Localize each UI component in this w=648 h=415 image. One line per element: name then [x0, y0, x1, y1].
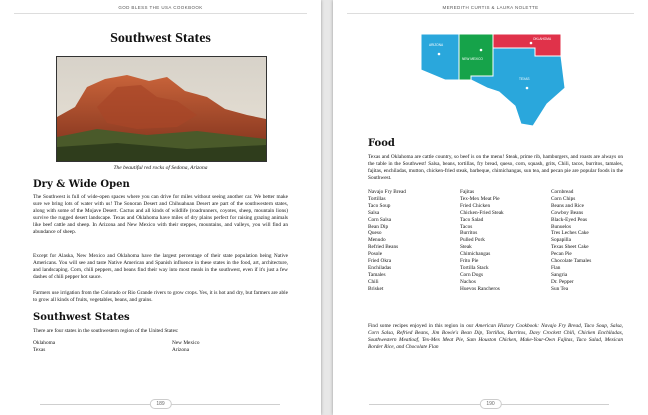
- capital-dot: [438, 53, 441, 56]
- food-column-1: [368, 189, 406, 293]
- food-column-3: [551, 189, 591, 293]
- page-number: 190: [479, 399, 501, 409]
- paragraph-dry-2: Except for Alaska, New Mexico and Oklahoma have the largest percentage of their state population being Native Americans. You will see and taste Native American and Spanish influence in these states in the food, art, architecture, and landscaping. Corn, chili peppers, and beans find their way into most meals in the southwest, even if it's just a few dashes of chili pepper hot sauce.: [33, 253, 288, 280]
- food-item: Sopapilla: [551, 237, 572, 244]
- food-item: Cornbread: [551, 189, 574, 195]
- food-item: Texas Sheet Cake: [551, 244, 589, 251]
- right-footer: [333, 399, 648, 409]
- food-item: Tamales: [368, 271, 386, 278]
- food-item: Queso: [368, 230, 382, 237]
- food-item: Menudo: [368, 237, 386, 244]
- recipes-list: American History Cookbook: Navajo Fry Bread, Taco Soup, Salsa, Corn Salsa, Refried Beans, Jim Bowie's Bean Dip, Tortillas, Burritos, Davy Crockett Chili, Chicken Enchiladas, Southwestern Meatloaf, Tex-Mex Meat Pie, Sam Houston Chicken, Make-Your-Own Fajitas, Taco Salad, Mexican Border Rice, and Chocolate Flan: [368, 323, 623, 350]
- food-item: Tortillas: [368, 195, 386, 202]
- food-item: Fried Chicken: [460, 202, 491, 209]
- food-item: Refried Beans: [368, 244, 399, 251]
- header-divider: [347, 13, 634, 14]
- food-item: Frito Pie: [460, 258, 479, 265]
- food-item: Huevos Rancheros: [460, 285, 500, 292]
- food-item: Bunuelos: [551, 223, 572, 230]
- food-item: Fajitas: [460, 189, 475, 195]
- food-item: Burritos: [460, 230, 478, 237]
- states-list-col2: [172, 340, 200, 354]
- food-item: Taco Salad: [460, 216, 484, 223]
- page-number: 189: [149, 399, 171, 409]
- state-item: Oklahoma: [33, 340, 56, 346]
- food-item: Corn Salsa: [368, 216, 392, 223]
- food-item: Chili: [368, 278, 379, 285]
- food-item: Salsa: [368, 209, 380, 216]
- map-label-arizona: ARIZONA: [429, 43, 444, 47]
- food-item: Navajo Fry Bread: [368, 189, 406, 195]
- food-item: Pecan Pie: [551, 251, 572, 258]
- state-item: New Mexico: [172, 340, 200, 346]
- capital-dot: [530, 42, 533, 45]
- food-item: Bean Dip: [368, 223, 389, 230]
- header-divider: [14, 13, 307, 14]
- map-label-texas: TEXAS: [519, 77, 530, 81]
- left-footer: [0, 399, 321, 409]
- recipes-note: [368, 323, 623, 351]
- state-item: Arizona: [172, 346, 190, 353]
- food-item: Tres Leches Cake: [551, 230, 589, 237]
- map-label-oklahoma: OKLAHOMA: [533, 37, 552, 41]
- food-item: Dr. Pepper: [551, 278, 574, 285]
- left-running-header: GOD BLESS THE USA COOKBOOK: [118, 5, 203, 10]
- food-item: Tacos: [460, 223, 473, 230]
- food-item: Sangria: [551, 271, 568, 278]
- states-list-col1: [33, 340, 55, 354]
- food-item: Black-Eyed Peas: [551, 216, 588, 223]
- food-item: Chocolate Tamales: [551, 258, 592, 265]
- food-item: Sun Tea: [551, 285, 569, 292]
- section-heading-dry: Dry & Wide Open: [33, 179, 130, 190]
- food-item: Nachos: [460, 278, 476, 285]
- food-item: Brisket: [368, 285, 384, 292]
- food-item: Posole: [368, 251, 383, 258]
- arizona-shape: [421, 34, 459, 80]
- southwest-states-map: [415, 26, 567, 128]
- food-heading: Food: [368, 138, 395, 149]
- food-item: Flan: [551, 264, 561, 271]
- food-item: Chicken-Fried Steak: [460, 209, 504, 216]
- food-item: Corn Dogs: [460, 271, 484, 278]
- food-item: Fried Okra: [368, 258, 392, 265]
- food-intro: Texas and Oklahoma are cattle country, so beef is on the menu! Steak, prime rib, hamburgers, and roasts are always on the table in the Southwest! Salsa, beans, tortillas, fry bread, queso, corn, squash, grits, Chili, tacos, burritos, tamales, fajitas, enchiladas, mutton, chicken-fried steak, barbeque, chimichangas, sun tea, and pecan pie are popular foods in the Southwest.: [368, 154, 623, 181]
- state-item: Texas: [33, 346, 46, 353]
- food-item: Pulled Pork: [460, 237, 485, 244]
- recipes-prefix: Find some recipes enjoyed in this region in our: [368, 323, 476, 329]
- food-column-2: [460, 189, 504, 293]
- left-page: [0, 0, 321, 415]
- right-running-header: MEREDITH CURTIS & LAURA NOLETTE: [442, 5, 539, 10]
- page-title: Southwest States: [110, 31, 211, 46]
- food-item: Taco Soup: [368, 202, 391, 209]
- photo-caption: The beautiful red rocks of Sedona, Arizona: [113, 165, 208, 171]
- capital-dot: [480, 49, 483, 52]
- food-item: Steak: [460, 244, 472, 251]
- food-item: Cowboy Beans: [551, 209, 584, 216]
- capital-dot: [526, 87, 529, 90]
- food-item: Beans and Rice: [551, 202, 584, 209]
- red-rocks-image: [57, 57, 266, 161]
- paragraph-dry-3: Farmers use irrigation from the Colorado or Rio Grande rivers to grow crops. Yes, it is hot and dry, but farmers are able to grow all kinds of fruits, vegetables, beans, and grains.: [33, 290, 288, 303]
- food-item: Chimichangas: [460, 251, 491, 258]
- sedona-photo: [56, 56, 267, 162]
- food-item: Corn Chips: [551, 195, 576, 202]
- paragraph-dry-1: The Southwest is full of wide-open spaces where you can drive for miles without seeing another car. We better make sure we bring lots of water with us! The Sonoran Desert and Chihuahuan Desert are part of the southwestern states, along with some of the Mojave Desert. Cactus and all kinds of wildlife (roadrunners, coyotes, sheep, mountain lions) survive the rugged desert landscape. Texas and Oklahoma have miles of dry plains perfect for raising grazing animals like beef cattle and sheep. In Arizona and New Mexico with their steppes, mountains, and valleys, you will find an abundance of sheep.: [33, 194, 288, 235]
- food-item: Enchiladas: [368, 264, 392, 271]
- food-item: Tex-Mex Meat Pie: [460, 195, 500, 202]
- food-item: Tortilla Stack: [460, 264, 489, 271]
- section-heading-states: Southwest States: [33, 312, 130, 323]
- right-page: [333, 0, 648, 415]
- states-intro: There are four states in the southwestern region of the United States:: [33, 328, 179, 334]
- map-label-new-mexico: NEW MEXICO: [462, 57, 483, 61]
